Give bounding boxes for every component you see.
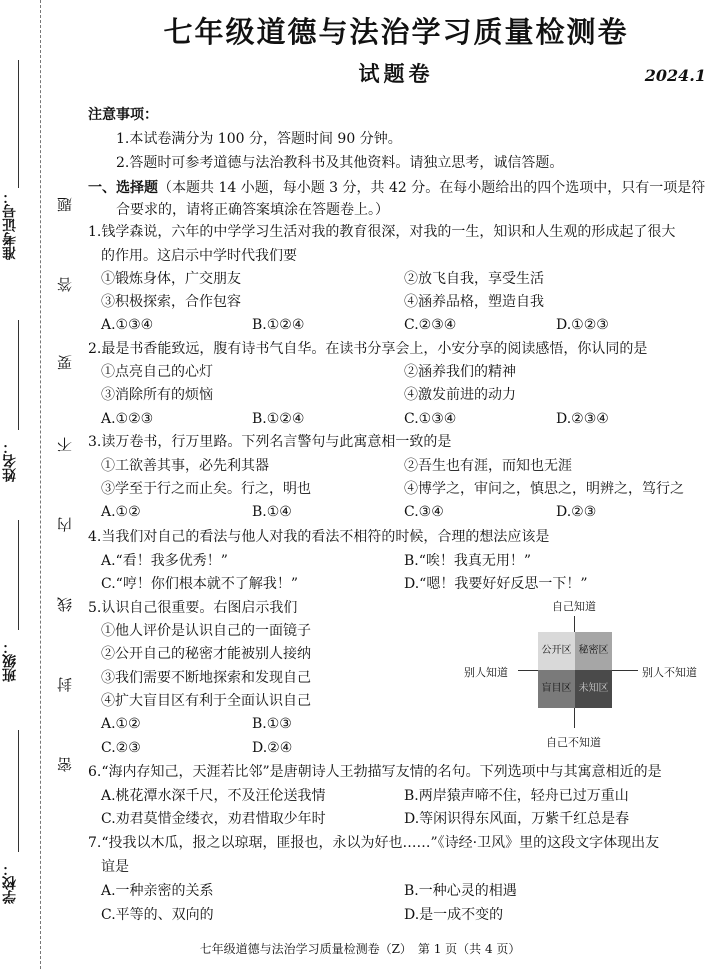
name-label: 姓名：	[2, 440, 18, 482]
q2-statement-1: ①点亮自己的心灯	[101, 364, 213, 380]
q5-option-b: B.①③	[252, 716, 292, 732]
section-title-line2: 合要求的，请将正确答案填涂在答题卷上。）	[116, 202, 389, 218]
q7-option-a: A.一种亲密的关系	[101, 883, 214, 899]
q1-stem-line1: 1.钱学森说，六年的中学学习生活对我的教育很深，对我的一生，知识和人生观的形成起了很大	[88, 224, 676, 240]
q6-option-a: A.桃花潭水深千尺，不及汪伦送我情	[101, 788, 326, 804]
q3-option-a: A.①②	[101, 504, 141, 520]
name-field	[0, 440, 40, 486]
q3-statement-1: ①工欲善其事，必先利其器	[101, 458, 269, 474]
school-field	[0, 862, 40, 908]
page-subtitle: 试题卷	[358, 61, 434, 86]
johari-window-diagram	[462, 596, 712, 752]
seal-char-1: 题	[56, 197, 74, 212]
q2-option-a: A.①②③	[101, 411, 154, 427]
notice-heading: 注意事项：	[88, 107, 158, 123]
q4-option-b: B.“唉！我真无用！”	[404, 553, 532, 569]
q7-option-d: D.是一成不变的	[404, 907, 504, 923]
q3-statement-3: ③学至于行之而止矣。行之，明也	[101, 481, 311, 497]
school-line	[0, 730, 40, 852]
class-field	[0, 640, 40, 686]
q7-option-c: C.平等的、双向的	[101, 907, 214, 923]
q3-option-d: D.②③	[556, 504, 597, 520]
q4-stem-line1: 4.当我们对自己的看法与他人对我的看法不相符的时候，合理的想法应该是	[88, 529, 550, 545]
page-title: 七年级道德与法治学习质量检测卷	[163, 15, 629, 49]
q4-option-d: D.“嗯！我要好好反思一下！”	[404, 576, 588, 592]
q7-stem-line1: 7.“投我以木瓜，报之以琼琚，匪报也，永以为好也……”《诗经·卫风》里的这段文字体现出友	[88, 835, 660, 851]
seal-char-7: 封	[56, 677, 74, 692]
diagram-cell-open: 公开区	[538, 632, 575, 670]
notice-item-2: 2.答题时可参考道德与法治教科书及其他资料。请独立思考，诚信答题。	[116, 155, 564, 171]
seal-char-5: 内	[56, 517, 74, 532]
class-line	[0, 520, 40, 630]
q1-option-c: C.②③④	[404, 317, 457, 333]
q3-statement-2: ②吾生也有涯，而知也无涯	[404, 458, 572, 474]
name-line	[0, 320, 40, 430]
class-label: 班级：	[2, 640, 18, 682]
q2-statement-2: ②涵养我们的精神	[404, 364, 516, 380]
binding-dashed-line	[40, 0, 41, 969]
diagram-bottom-label: 自己不知道	[546, 736, 601, 749]
q1-option-d: D.①②③	[556, 317, 609, 333]
diagram-cell-hidden: 秘密区	[575, 632, 612, 670]
seal-char-2: 答	[56, 277, 74, 292]
diagram-right-label: 别人不知道	[642, 666, 697, 679]
notice-item-1: 1.本试卷满分为 100 分，答题时间 90 分钟。	[116, 131, 402, 147]
section-title	[88, 177, 705, 199]
q5-option-d: D.②④	[252, 740, 293, 756]
section-title-bold: 一、选择题	[88, 180, 158, 196]
section-title-rest: （本题共 14 小题，每小题 3 分，共 42 分。在每小题给出的四个选项中，只有一项是符	[158, 180, 706, 196]
q5-statement-3: ③我们需要不断地探索和发现自己	[101, 670, 311, 686]
q3-option-b: B.①④	[252, 504, 292, 520]
q5-statement-2: ②公开自己的秘密才能被别人接纳	[101, 646, 311, 662]
diagram-top-label: 自己知道	[552, 600, 596, 613]
q1-option-b: B.①②④	[252, 317, 305, 333]
q5-stem-line1: 5.认识自己很重要。右图启示我们	[88, 600, 298, 616]
page-footer: 七年级道德与法治学习质量检测卷（Z） 第 1 页（共 4 页）	[199, 942, 521, 956]
seal-char-8: 密	[56, 757, 74, 772]
q3-statement-4: ④博学之，审问之，慎思之，明辨之，笃行之	[404, 481, 684, 497]
q6-option-b: B.两岸猿声啼不住，轻舟已过万重山	[404, 788, 629, 804]
diagram-cell-unknown: 未知区	[575, 670, 612, 708]
q3-stem-line1: 3.读万卷书，行万里路。下列名言警句与此寓意相一致的是	[88, 434, 452, 450]
q5-option-c: C.②③	[101, 740, 141, 756]
q2-statement-4: ④激发前进的动力	[404, 387, 516, 403]
q7-option-b: B.一种心灵的相遇	[404, 883, 517, 899]
q2-option-c: C.①③④	[404, 411, 457, 427]
q7-stem-line2: 谊是	[101, 859, 129, 875]
exam-number-label: 准考证号：	[2, 190, 18, 260]
diagram-left-label: 别人知道	[464, 666, 508, 679]
q2-option-d: D.②③④	[556, 411, 609, 427]
q1-statement-4: ④涵养品格，塑造自我	[404, 294, 544, 310]
q4-option-a: A.“看！我多优秀！”	[101, 553, 228, 569]
seal-char-6: 线	[56, 597, 74, 612]
q6-option-d: D.等闲识得东风面，万紫千红总是春	[404, 811, 630, 827]
q2-stem-line1: 2.最是书香能致远，腹有诗书气自华。在读书分享会上，小安分享的阅读感悟，你认同的是	[88, 341, 648, 357]
school-label: 学校：	[2, 862, 18, 904]
q6-stem-line1: 6.“海内存知己，天涯若比邻”是唐朝诗人王勃描写友情的名句。下列选项中与其寓意相近的是	[88, 764, 662, 780]
q1-stem-line2: 的作用。这启示中学时代我们要	[101, 248, 297, 264]
q2-option-b: B.①②④	[252, 411, 305, 427]
q1-statement-2: ②放飞自我，享受生活	[404, 271, 544, 287]
diagram-grid	[538, 632, 612, 708]
q1-statement-1: ①锻炼身体，广交朋友	[101, 271, 241, 287]
seal-char-4: 不	[56, 437, 74, 452]
q1-option-a: A.①③④	[101, 317, 154, 333]
q4-option-c: C.“哼！你们根本就不了解我！”	[101, 576, 298, 592]
q5-statement-4: ④扩大盲目区有利于全面认识自己	[101, 693, 311, 709]
exam-number-line	[0, 60, 40, 188]
diagram-cell-blind: 盲目区	[538, 670, 575, 708]
q6-option-c: C.劝君莫惜金缕衣，劝君惜取少年时	[101, 811, 326, 827]
exam-date: 2024.1	[644, 66, 706, 85]
exam-number-field	[0, 190, 40, 264]
seal-char-3: 要	[56, 355, 74, 370]
q5-option-a: A.①②	[101, 716, 141, 732]
q3-option-c: C.③④	[404, 504, 444, 520]
q5-statement-1: ①他人评价是认识自己的一面镜子	[101, 623, 311, 639]
q2-statement-3: ③消除所有的烦恼	[101, 387, 213, 403]
q1-statement-3: ③积极探索，合作包容	[101, 294, 241, 310]
